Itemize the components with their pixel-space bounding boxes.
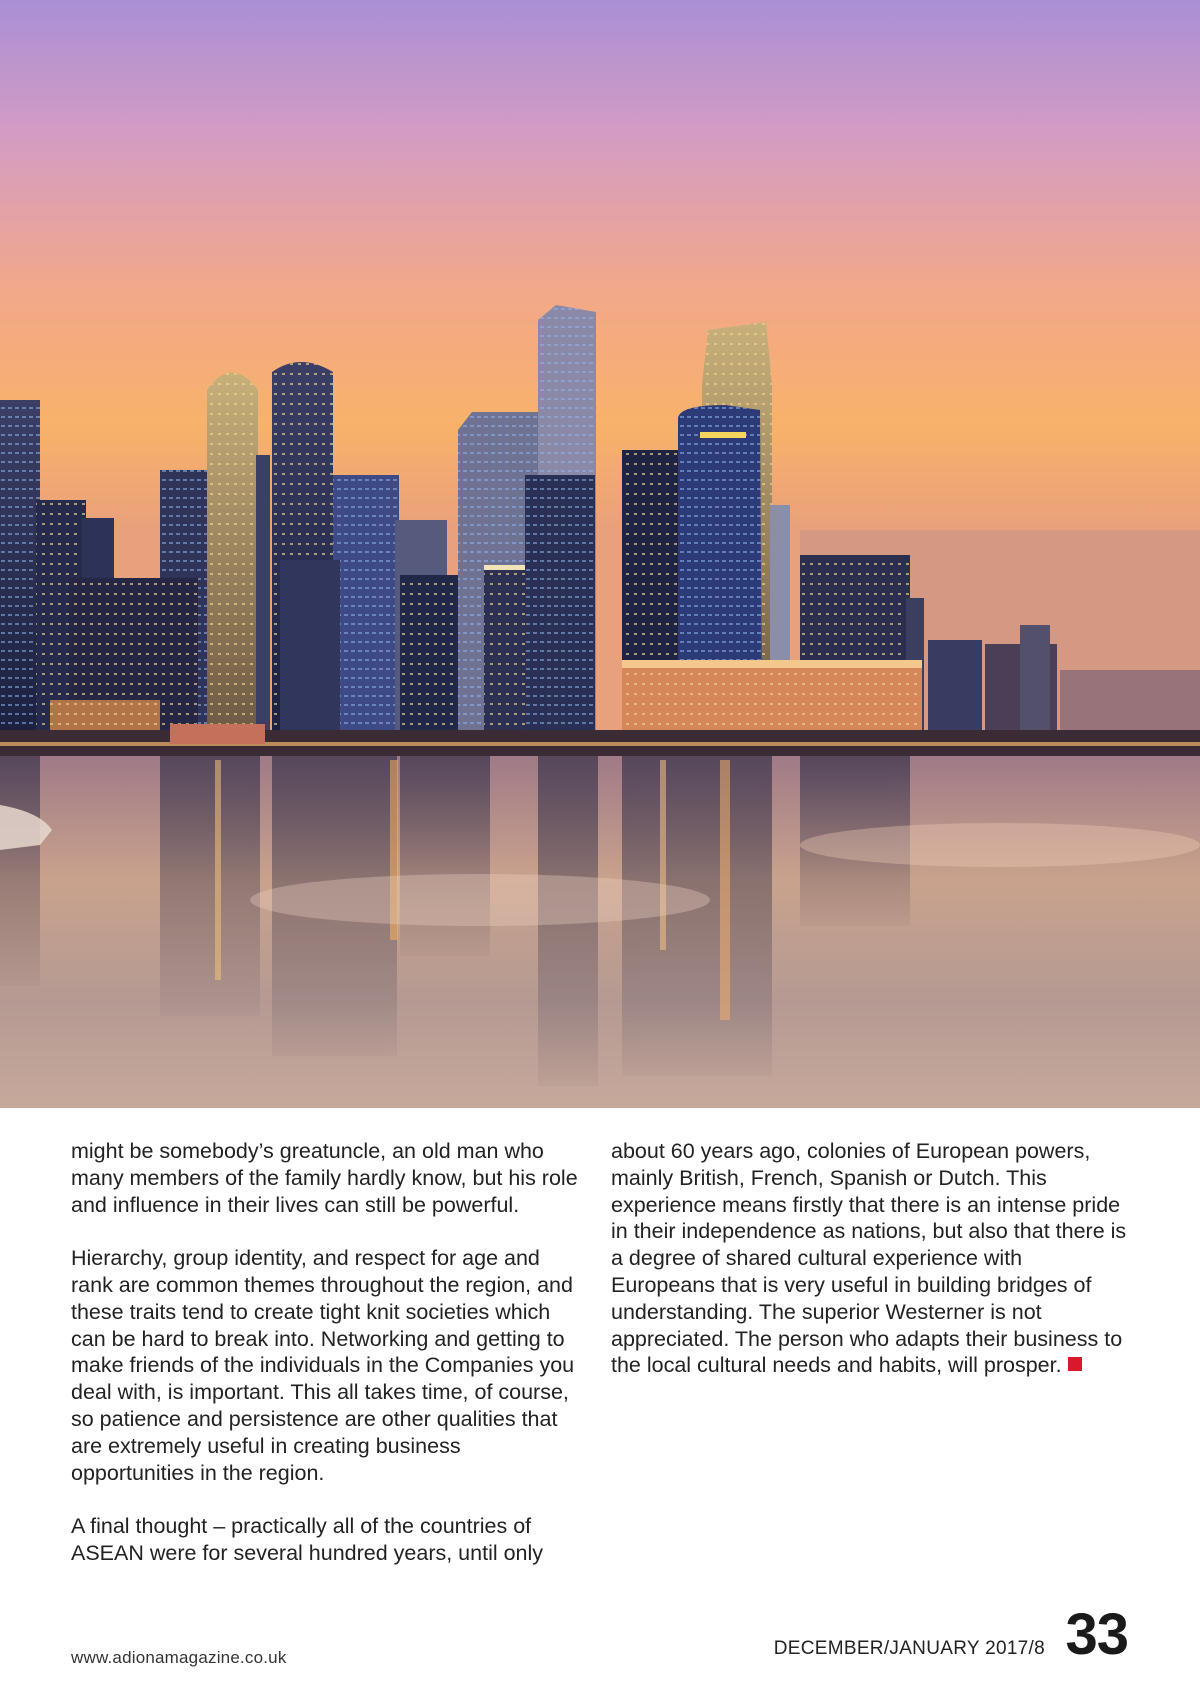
paragraph-text: about 60 years ago, colonies of European powers, mainly British, French, Spanish or Dutch. This experience means firstly that there is an intense pride in their independence as nations, but also that there is a degree of shared cultural experience with Europeans that is very useful in building bridges of understanding. The superior Westerner is not appreciated. The person who adapts their business to the local cultural needs and habits, will prosper. bbox=[611, 1139, 1127, 1378]
paragraph: A final thought – practically all of the countries of ASEAN were for several hundred years, until only bbox=[71, 1514, 544, 1565]
article-left-column bbox=[71, 1138, 581, 1594]
end-of-article-mark bbox=[1068, 1357, 1082, 1371]
paragraph: might be somebody’s greatuncle, an old man who many members of the family hardly know, but his role and influence in their lives can still be powerful. bbox=[71, 1139, 578, 1217]
paragraph-final bbox=[611, 1138, 1131, 1379]
page-number: 33 bbox=[1065, 1602, 1128, 1667]
paragraph: Hierarchy, group identity, and respect for age and rank are common themes throughout the region, and these traits tend to create tight knit societies which can be hard to break into. Networking and getting to make friends of the individuals in the Companies you deal with, is important. This all takes time, of course, so patience and persistence are other qualities that are extremely useful in creating business opportunities in the region. bbox=[71, 1246, 575, 1485]
footer-website-url: www.adionamagazine.co.uk bbox=[71, 1648, 287, 1667]
article-right-column bbox=[611, 1138, 1131, 1406]
footer-issue-date: DECEMBER/JANUARY 2017/8 bbox=[773, 1638, 1045, 1659]
